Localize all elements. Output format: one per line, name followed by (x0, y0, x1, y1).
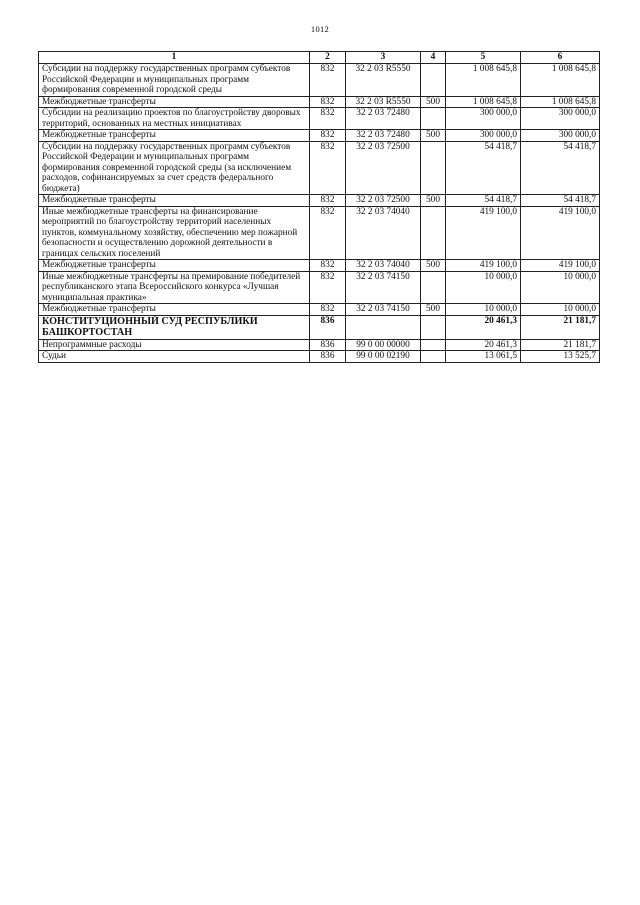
column-header: 5 (446, 52, 521, 64)
expense-type-cell (421, 339, 446, 351)
row-name-cell: Иные межбюджетные трансферты на премирование победителей республиканского этапа Всероссийского конкурса «Лучшая муниципальная практика» (39, 271, 310, 304)
column-header: 2 (310, 52, 346, 64)
row-name-cell: Межбюджетные трансферты (39, 260, 310, 272)
ministry-code-cell: 836 (310, 351, 346, 363)
ministry-code-cell: 832 (310, 271, 346, 304)
amount-col6-cell: 300 000,0 (521, 108, 600, 130)
expense-type-cell: 500 (421, 304, 446, 316)
target-article-cell: 32 2 03 72480 (346, 108, 421, 130)
row-name-cell: Субсидии на реализацию проектов по благоустройству дворовых территорий, основанных на местных инициативах (39, 108, 310, 130)
ministry-code-cell: 832 (310, 108, 346, 130)
column-header: 3 (346, 52, 421, 64)
table-row (39, 130, 600, 142)
target-article-cell: 32 2 03 74040 (346, 206, 421, 260)
target-article-cell: 32 2 03 R5550 (346, 96, 421, 108)
amount-col5-cell: 1 008 645,8 (446, 64, 521, 97)
ministry-code-cell: 836 (310, 339, 346, 351)
ministry-code-cell: 832 (310, 260, 346, 272)
amount-col5-cell: 419 100,0 (446, 260, 521, 272)
table-row (39, 260, 600, 272)
amount-col6-cell: 1 008 645,8 (521, 96, 600, 108)
column-header: 6 (521, 52, 600, 64)
expense-type-cell (421, 141, 446, 195)
table-row (39, 64, 600, 97)
ministry-code-cell: 832 (310, 195, 346, 207)
amount-col6-cell: 419 100,0 (521, 260, 600, 272)
amount-col5-cell: 300 000,0 (446, 108, 521, 130)
row-name-cell: Межбюджетные трансферты (39, 130, 310, 142)
row-name-cell: Межбюджетные трансферты (39, 96, 310, 108)
amount-col6-cell: 10 000,0 (521, 304, 600, 316)
column-header: 1 (39, 52, 310, 64)
expense-type-cell: 500 (421, 130, 446, 142)
target-article-cell: 32 2 03 72500 (346, 141, 421, 195)
table-row (39, 351, 600, 363)
row-name-cell: Судьи (39, 351, 310, 363)
table-body (39, 64, 600, 363)
table-row (39, 96, 600, 108)
table-header-row (39, 52, 600, 64)
expense-type-cell (421, 108, 446, 130)
amount-col6-cell: 54 418,7 (521, 195, 600, 207)
page-number: 1012 (310, 24, 330, 34)
table-row (39, 315, 600, 339)
row-name-cell: Межбюджетные трансферты (39, 304, 310, 316)
expense-type-cell: 500 (421, 260, 446, 272)
ministry-code-cell: 836 (310, 315, 346, 339)
amount-col5-cell: 419 100,0 (446, 206, 521, 260)
expense-type-cell (421, 315, 446, 339)
ministry-code-cell: 832 (310, 304, 346, 316)
amount-col6-cell: 419 100,0 (521, 206, 600, 260)
amount-col5-cell: 54 418,7 (446, 141, 521, 195)
target-article-cell: 32 2 03 R5550 (346, 64, 421, 97)
amount-col6-cell: 21 181,7 (521, 339, 600, 351)
row-name-cell: Субсидии на поддержку государственных программ субъектов Российской Федерации и муниципальных программ формирования современной городской среды (39, 64, 310, 97)
expense-type-cell (421, 206, 446, 260)
target-article-cell (346, 315, 421, 339)
ministry-code-cell: 832 (310, 64, 346, 97)
row-name-cell: Межбюджетные трансферты (39, 195, 310, 207)
row-name-cell: КОНСТИТУЦИОННЫЙ СУД РЕСПУБЛИКИ БАШКОРТОСТАН (39, 315, 310, 339)
amount-col5-cell: 20 461,3 (446, 339, 521, 351)
table-row (39, 304, 600, 316)
table-row (39, 271, 600, 304)
row-name-cell: Непрограммные расходы (39, 339, 310, 351)
table-row (39, 108, 600, 130)
target-article-cell: 32 2 03 74040 (346, 260, 421, 272)
column-header: 4 (421, 52, 446, 64)
expense-type-cell (421, 271, 446, 304)
amount-col6-cell: 1 008 645,8 (521, 64, 600, 97)
table-row (39, 339, 600, 351)
target-article-cell: 32 2 03 74150 (346, 304, 421, 316)
expense-type-cell: 500 (421, 96, 446, 108)
target-article-cell: 99 0 00 00000 (346, 339, 421, 351)
amount-col6-cell: 13 525,7 (521, 351, 600, 363)
amount-col5-cell: 10 000,0 (446, 304, 521, 316)
expense-type-cell (421, 351, 446, 363)
target-article-cell: 32 2 03 72480 (346, 130, 421, 142)
target-article-cell: 32 2 03 74150 (346, 271, 421, 304)
expense-type-cell: 500 (421, 195, 446, 207)
ministry-code-cell: 832 (310, 96, 346, 108)
ministry-code-cell: 832 (310, 141, 346, 195)
target-article-cell: 99 0 00 02190 (346, 351, 421, 363)
amount-col5-cell: 300 000,0 (446, 130, 521, 142)
expense-type-cell (421, 64, 446, 97)
target-article-cell: 32 2 03 72500 (346, 195, 421, 207)
ministry-code-cell: 832 (310, 130, 346, 142)
row-name-cell: Субсидии на поддержку государственных программ субъектов Российской Федерации и муниципальных программ формирования современной городской среды (за исключением расходов, софинансируемых за счет средств федерального бюджета) (39, 141, 310, 195)
amount-col5-cell: 20 461,3 (446, 315, 521, 339)
amount-col5-cell: 54 418,7 (446, 195, 521, 207)
row-name-cell: Иные межбюджетные трансферты на финансирование мероприятий по благоустройству территорий населенных пунктов, коммунальному хозяйству, обеспечению мер пожарной безопасности и осуществлению дорожной деятельности в границах сельских поселений (39, 206, 310, 260)
amount-col6-cell: 21 181,7 (521, 315, 600, 339)
amount-col6-cell: 10 000,0 (521, 271, 600, 304)
ministry-code-cell: 832 (310, 206, 346, 260)
amount-col6-cell: 54 418,7 (521, 141, 600, 195)
table-row (39, 195, 600, 207)
amount-col6-cell: 300 000,0 (521, 130, 600, 142)
amount-col5-cell: 10 000,0 (446, 271, 521, 304)
table-row (39, 206, 600, 260)
amount-col5-cell: 13 061,5 (446, 351, 521, 363)
amount-col5-cell: 1 008 645,8 (446, 96, 521, 108)
budget-table (38, 51, 600, 363)
table-row (39, 141, 600, 195)
